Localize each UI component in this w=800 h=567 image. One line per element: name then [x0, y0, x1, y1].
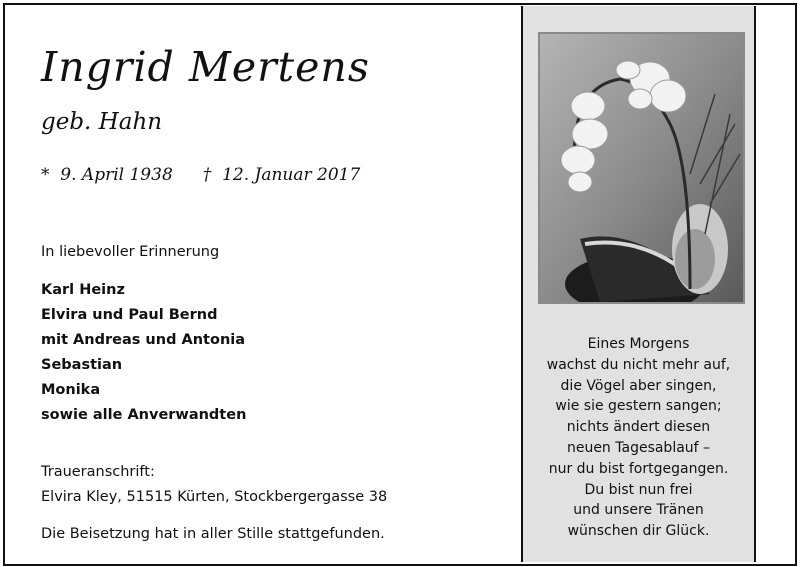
- deceased-name: Ingrid Mertens: [41, 43, 370, 91]
- burial-note: Die Beisetzung hat in aller Stille stattgefunden.: [41, 526, 385, 542]
- birth-date: * 9. April 1938: [41, 165, 173, 185]
- maiden-name: geb. Hahn: [41, 109, 163, 135]
- poem-line: wie sie gestern sangen;: [555, 398, 722, 415]
- poem-line: nichts ändert diesen: [566, 419, 711, 436]
- poem-line: nur du bist fortgegangen.: [548, 460, 729, 477]
- family-member: sowie alle Anverwandten: [41, 407, 247, 423]
- poem-line: Eines Morgens: [587, 336, 690, 352]
- family-member: Monika: [41, 382, 101, 398]
- memory-line: In liebevoller Erinnerung: [41, 244, 220, 260]
- address-label: Traueranschrift:: [41, 464, 155, 480]
- poem-line: wachst du nicht mehr auf,: [546, 356, 731, 373]
- poem-panel: [521, 6, 756, 562]
- poem: [523, 334, 754, 542]
- poem-line: neuen Tagesablauf –: [566, 439, 711, 456]
- life-dates: [41, 165, 360, 185]
- orchid-icon: [540, 34, 743, 302]
- family-member: Sebastian: [41, 357, 123, 373]
- family-member: Elvira und Paul Bernd: [41, 307, 218, 323]
- obituary-card: [3, 3, 797, 566]
- poem-line: wünschen dir Glück.: [567, 523, 710, 540]
- mourning-address: Elvira Kley, 51515 Kürten, Stockbergergasse 38: [41, 489, 388, 505]
- family-list: [41, 278, 246, 428]
- family-member: Karl Heinz: [41, 282, 125, 298]
- death-date: † 12. Januar 2017: [202, 165, 361, 185]
- orchid-photo: [538, 32, 745, 304]
- poem-line: die Vögel aber singen,: [560, 377, 717, 394]
- obituary-text-column: [41, 5, 511, 564]
- poem-line: Du bist nun frei: [584, 481, 693, 498]
- family-member: mit Andreas und Antonia: [41, 332, 246, 348]
- poem-line: und unsere Tränen: [573, 502, 704, 519]
